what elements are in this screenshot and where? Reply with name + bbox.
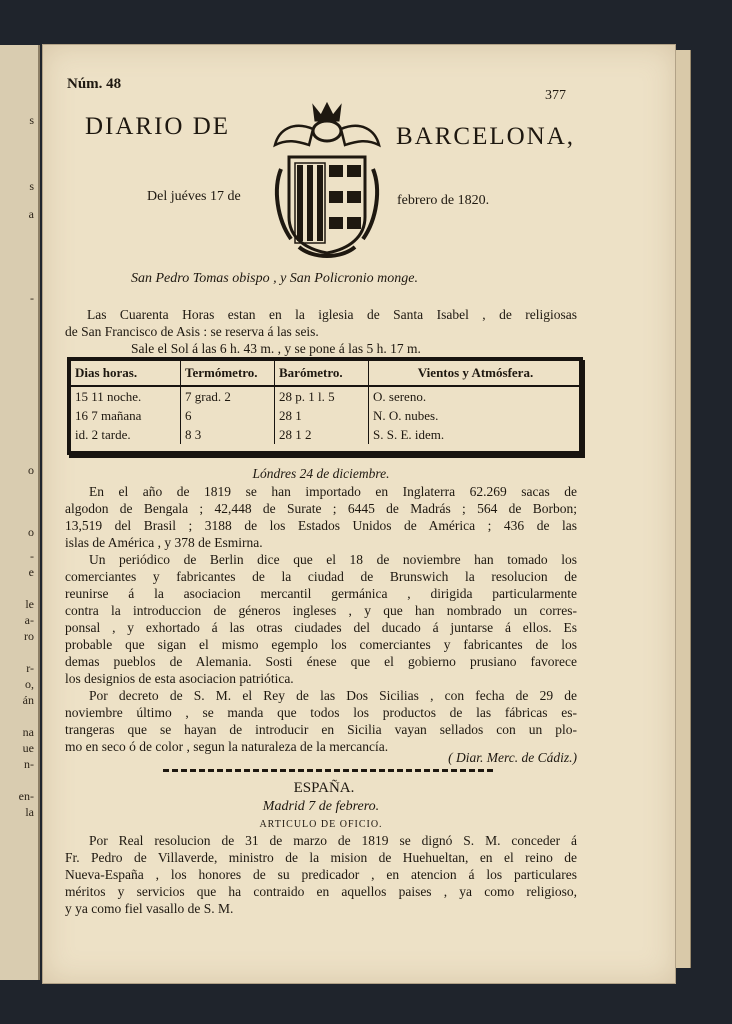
left-page-fragment: o (28, 525, 34, 539)
article-line: algodon de Bengala ; 42,448 de Surate ; 6445 de Madrás ; 564 de Borbon; (65, 501, 577, 516)
left-page-fragment: s (29, 113, 34, 127)
section-heading: ESPAÑA. (293, 780, 355, 796)
date-right: febrero de 1820. (397, 193, 490, 208)
left-page-fragment: la (25, 805, 34, 819)
left-page-fragment: án (22, 693, 34, 707)
left-page-fragment: - (30, 549, 34, 563)
saints-of-day: San Pedro Tomas obispo , y San Policronio monge. (131, 271, 418, 286)
article-line: reunirse á la asociacion mercantil germánica , dirigida particularmente (65, 586, 577, 601)
article-line: los designios de esta asociacion patriótica. (65, 671, 294, 686)
article-line: mo en seco ó de color , segun la naturaleza de la mercancía. (65, 739, 389, 754)
left-page-edge (0, 45, 40, 980)
weather-cell: 6 (181, 406, 275, 425)
left-page-fragment: s (29, 179, 34, 193)
masthead-title-left: DIARIO DE (85, 113, 231, 140)
article-line: Un periódico de Berlin dice que el 18 de noviembre han tomado los (89, 552, 577, 567)
weather-cell: 28 1 2 (275, 425, 369, 444)
madrid-dateline: Madrid 7 de febrero. (262, 799, 380, 814)
left-page-fragment: ro (24, 629, 34, 643)
article-source: ( Diar. Merc. de Cádiz.) (448, 750, 577, 765)
article-line: demas pueblos de Alemania. Sosti énese que el gobierno prusiano favorece (65, 654, 577, 669)
notice-line: Las Cuarenta Horas estan en la iglesia de Santa Isabel , de religiosas (87, 307, 577, 322)
left-page-fragment: ue (22, 741, 34, 755)
issue-number: Núm. 48 (67, 76, 122, 92)
article-line: trangeras que se hayan de introducir en Sicilia vayan sellados con un plo- (65, 722, 577, 737)
weather-cell: S. S. E. idem. (373, 426, 445, 442)
left-page-fragment: a (28, 207, 34, 221)
official-subhead: ARTICULO DE OFICIO. (259, 819, 383, 830)
article-line: En el año de 1819 se han importado en Inglaterra 62.269 sacas de (89, 484, 577, 499)
left-page-fragment: r- (26, 661, 34, 675)
weather-cell: 8 3 (181, 425, 275, 444)
article-line: Por Real resolucion de 31 de marzo de 1819 se dignó S. M. conceder á (89, 833, 577, 848)
article-line: méritos y servicios que ha contraido en aquellos paises , ya como religioso, (65, 884, 577, 899)
london-dateline: Lóndres 24 de diciembre. (252, 466, 390, 481)
weather-header-thermometer: Termómetro. (181, 361, 275, 386)
table-row (71, 386, 579, 406)
table-row (71, 406, 579, 425)
left-page-fragment: a- (24, 613, 34, 627)
article-line: Fr. Pedro de Villaverde, ministro de la mision de Huehueltan, en el reino de (65, 850, 577, 865)
article-line: probable que sigan el mismo egemplo los comerciantes y fabricantes de los (65, 637, 577, 652)
article-line: y ya como fiel vasallo de S. M. (65, 901, 234, 916)
weather-header-barometer: Barómetro. (275, 361, 369, 386)
coat-of-arms-icon (269, 99, 385, 259)
weather-cell: 28 p. 1 l. 5 (275, 386, 369, 406)
weather-cell: 16 7 mañana (71, 406, 181, 425)
weather-header-days: Dias horas. (71, 361, 181, 386)
article-line: Por decreto de S. M. el Rey de las Dos Sicilias , con fecha de 29 de (89, 688, 577, 703)
masthead-title-right: BARCELONA, (396, 123, 576, 150)
left-page-fragment: o (28, 463, 34, 477)
newspaper-page (42, 44, 676, 984)
article-line: noviembre último , se manda que todos los productos de las fábricas es- (65, 705, 577, 720)
notice-line: de San Francisco de Asis : se reserva á las seis. (65, 324, 319, 339)
weather-table (67, 357, 583, 455)
weather-header-winds: Vientos y Atmósfera. (369, 361, 580, 386)
section-divider (163, 769, 493, 772)
left-page-fragment: le (25, 597, 34, 611)
weather-cell: 7 grad. 2 (181, 386, 275, 406)
left-page-fragment: n- (24, 757, 34, 771)
date-left: Del juéves 17 de (147, 189, 241, 204)
left-page-fragment: - (30, 291, 34, 305)
article-line: Nueva-España , los honores de su predicador , en atencion á los particulares (65, 867, 577, 882)
article-line: contra la introduccion de géneros ingleses , y que han nombrado un corres- (65, 603, 577, 618)
weather-cell: id. 2 tarde. (71, 425, 181, 444)
sunrise-line: Sale el Sol á las 6 h. 43 m. , y se pone á las 5 h. 17 m. (131, 341, 421, 356)
left-page-fragment: o, (25, 677, 34, 691)
table-row (71, 425, 579, 444)
left-page-fragment: en- (18, 789, 34, 803)
left-page-fragment: na (22, 725, 34, 739)
article-line: ponsal , y exhortado á las otras ciudades del ducado á juntarse á ellos. Es (65, 620, 577, 635)
weather-cell: 15 11 noche. (71, 386, 181, 406)
left-page-fragment: e (28, 565, 34, 579)
page-number: 377 (545, 88, 566, 103)
article-line: islas de América , y 378 de Esmirna. (65, 535, 263, 550)
weather-cell: O. sereno. (373, 388, 427, 404)
article-line: 13,519 del Brasil ; 3188 de los Estados Unidos de América ; 436 de las (65, 518, 577, 533)
weather-cell: 28 1 (275, 406, 369, 425)
weather-cell: N. O. nubes. (373, 407, 439, 423)
article-line: comerciantes y fabricantes de la ciudad de Brunswich la resolucion de (65, 569, 577, 584)
